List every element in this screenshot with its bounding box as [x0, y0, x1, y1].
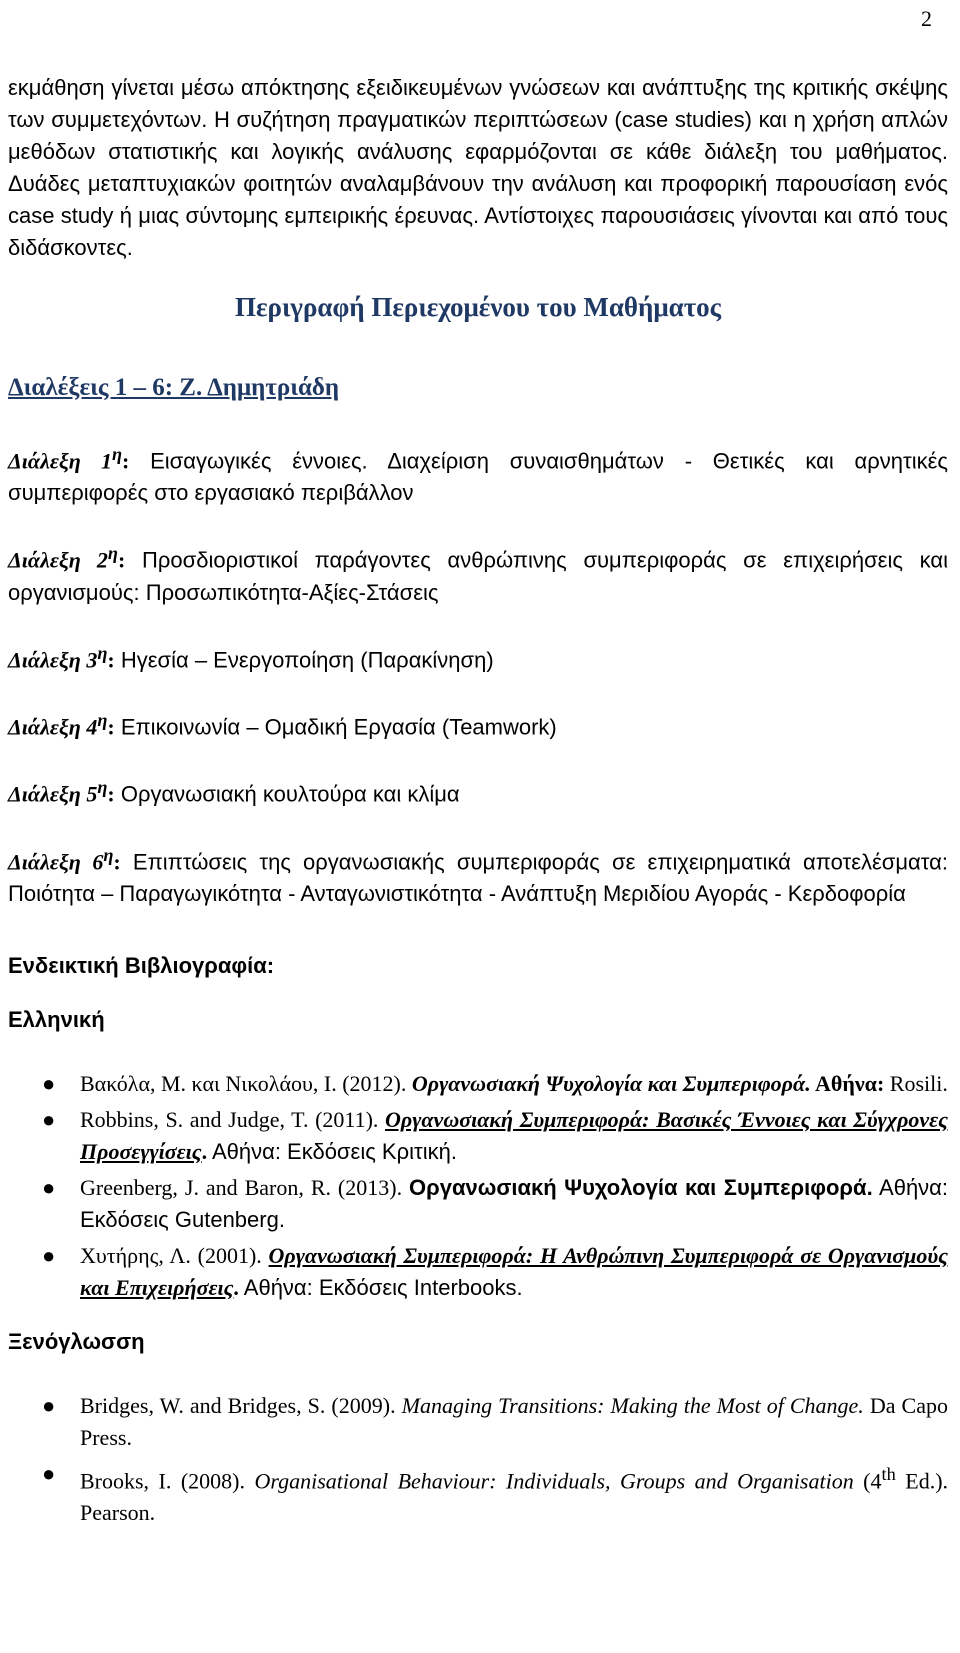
section-title: Περιγραφή Περιεχομένου του Μαθήματος: [234, 292, 722, 322]
lecture-text: Προσδιοριστικοί παράγοντες ανθρώπινης συμπεριφοράς σε επιχειρήσεις και οργανισμούς: Προσωπικότητα-Αξίες-Στάσεις: [8, 547, 948, 605]
page-number: 2: [921, 6, 932, 31]
lecture-sup: η: [97, 709, 108, 730]
lecture-colon: :: [122, 448, 130, 474]
lecture-sup: η: [103, 844, 114, 865]
lecture-label: Διάλεξη 4: [8, 714, 98, 740]
reference-punct: .: [233, 1274, 239, 1300]
lecture-colon: :: [107, 646, 115, 672]
lecture-1: [8, 438, 948, 509]
lecture-label: Διάλεξη 6: [8, 848, 104, 874]
intro-paragraph: εκμάθηση γίνεται μέσω απόκτησης εξειδικευμένων γνώσεων και ανάπτυξης της κριτικής σκέψης των συμμετεχόντων. Η συζήτηση πραγματικών περιπτώσεων (case studies) και η χρήση απλών μεθόδων στατιστικής και λογικής ανάλυσης εφαρμόζονται σε κάθε διάλεξη του μαθήματος. Δυάδες μεταπτυχιακών φοιτητών αναλαμβάνουν την ανάλυση και προφορική παρουσίαση ενός case study ή μιας σύντομης εμπειρικής έρευνας. Αντίστοιχες παρουσιάσεις γίνονται και από τους διδάσκοντες.: [8, 75, 948, 260]
lecture-2: [8, 537, 948, 608]
reference-publisher: Αθήνα: Εκδόσεις Interbooks.: [238, 1274, 523, 1300]
reference-authors: Greenberg, J. and Baron, R. (2013).: [80, 1174, 410, 1200]
lecture-4: [8, 704, 948, 743]
lecture-3: [8, 637, 948, 676]
reference-title: Managing Transitions: Making the Most of Change.: [401, 1392, 864, 1418]
lecture-colon: :: [113, 848, 121, 874]
bullet-icon: ●: [42, 1106, 56, 1132]
lecture-label: Διάλεξη 2: [8, 547, 108, 573]
reference-item: [8, 1458, 948, 1529]
lecture-sup: η: [107, 543, 118, 564]
reference-title: Οργανωσιακή Συμπεριφορά: Βασικές Έννοιες και Σύγχρονες Προσεγγίσεις: [80, 1106, 948, 1164]
reference-item: [8, 1172, 948, 1236]
lecture-label: Διάλεξη 1: [8, 448, 112, 474]
reference-authors: Βακόλα, Μ. και Νικολάου, Ι. (2012).: [80, 1070, 412, 1096]
reference-title: Οργανωσιακή Συμπεριφορά: Η Ανθρώπινη Συμπεριφορά σε Οργανισμούς και Επιχειρήσεις: [80, 1242, 948, 1300]
lecture-label: Διάλεξη 3: [8, 646, 98, 672]
lecture-colon: :: [107, 714, 115, 740]
reference-publisher: Αθήνα: Εκδόσεις Gutenberg.: [80, 1174, 949, 1232]
lecture-label: Διάλεξη 5: [8, 781, 98, 807]
reference-edition: (4: [853, 1468, 882, 1494]
reference-authors: Robbins, S. and Judge, T. (2011).: [80, 1106, 386, 1132]
reference-item: [8, 1104, 948, 1168]
reference-publisher: Ed.). Pearson.: [80, 1468, 949, 1526]
reference-title: Organisational Behaviour: Individuals, Groups and Organisation: [254, 1468, 854, 1494]
lecture-sup: η: [97, 777, 108, 798]
lecture-sup: η: [97, 642, 108, 663]
lecture-sup: η: [111, 444, 123, 464]
page-content: [8, 72, 948, 1551]
reference-place: Αθήνα:: [810, 1070, 885, 1096]
greek-reference-list: [8, 1068, 948, 1304]
bullet-icon: ●: [42, 1392, 56, 1418]
reference-publisher: Αθήνα: Εκδόσεις Κριτική.: [207, 1138, 457, 1164]
reference-punct: .: [201, 1138, 208, 1164]
lecture-text: Ηγεσία – Ενεργοποίηση (Παρακίνηση): [114, 646, 494, 672]
reference-edition-sup: th: [881, 1463, 896, 1484]
reference-title: Οργανωσιακή Ψυχολογία και Συμπεριφορά.: [411, 1070, 811, 1096]
reference-publisher: Da Capo Press.: [80, 1392, 948, 1450]
bullet-icon: ●: [42, 1070, 56, 1096]
reference-authors: Brooks, I. (2008).: [80, 1468, 255, 1494]
lecture-text: Επικοινωνία – Ομαδική Εργασία (Teamwork): [114, 714, 557, 740]
foreign-heading: Ξενόγλωσση: [8, 1328, 145, 1354]
lecture-colon: :: [107, 781, 115, 807]
lecture-colon: :: [117, 547, 126, 573]
lecture-5: [8, 771, 948, 810]
reference-item: [8, 1068, 948, 1100]
reference-authors: Χυτήρης, Λ. (2001).: [80, 1242, 269, 1268]
reference-authors: Bridges, W. and Bridges, S. (2009).: [80, 1392, 402, 1418]
lecture-6: [8, 839, 948, 910]
lecture-text: Επιπτώσεις της οργανωσιακής συμπεριφοράς σε επιχειρηματικά αποτελέσματα: Ποιότητα – Παραγωγικότητα - Ανταγωνιστικότητα - Ανάπτυξη Μεριδίου Αγοράς - Κερδοφορία: [8, 848, 948, 906]
reference-item: [8, 1390, 948, 1454]
reference-item: [8, 1240, 948, 1304]
lecture-text: Οργανωσιακή κουλτούρα και κλίμα: [114, 781, 460, 807]
bullet-icon: ●: [42, 1460, 56, 1486]
bibliography-title: Ενδεικτική Βιβλιογραφία:: [8, 952, 275, 978]
reference-publisher: Rosili.: [884, 1070, 948, 1096]
reference-title: Οργανωσιακή Ψυχολογία και Συμπεριφορά.: [409, 1174, 873, 1200]
foreign-reference-list: [8, 1390, 948, 1529]
bullet-icon: ●: [42, 1242, 56, 1268]
greek-heading: Ελληνική: [8, 1006, 105, 1032]
lecturer-heading: Διαλέξεις 1 – 6: Ζ. Δημητριάδη: [8, 374, 340, 401]
lecture-text: Εισαγωγικές έννοιες. Διαχείριση συναισθημάτων - Θετικές και αρνητικές συμπεριφορές στο εργασιακό περιβάλλον: [8, 448, 948, 506]
bullet-icon: ●: [42, 1174, 56, 1200]
